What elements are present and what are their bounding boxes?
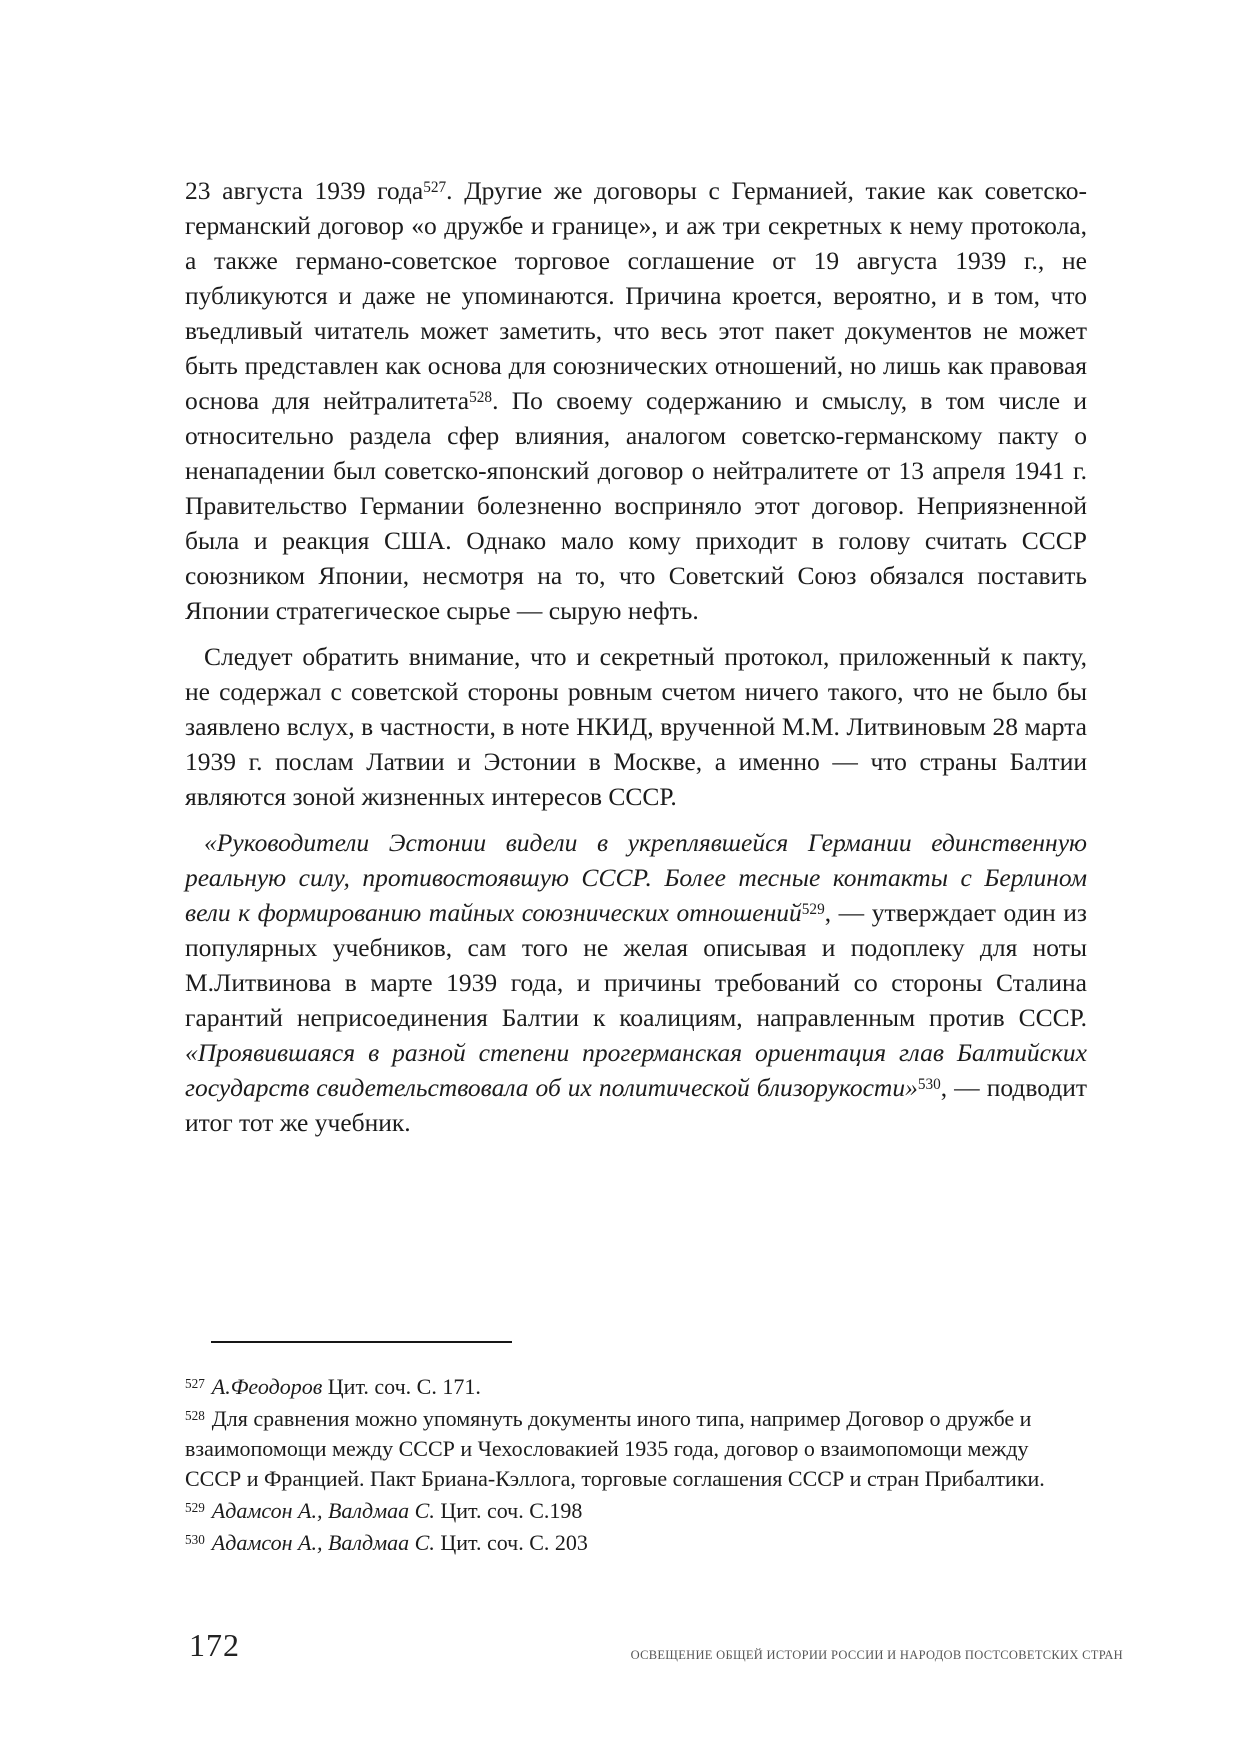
- footnotes-block: [185, 1372, 1087, 1560]
- footnote-marker-528: 528: [185, 1407, 205, 1423]
- footnote-text-528: Для сравнения можно упомянуть документы иного типа, например Договор о дружбе и взаимопомощи между СССР и Чехословакией 1935 года, договор о взаимопомощи между СССР и Францией. Пакт Бриана-Кэллога, торговые соглашения СССР и стран Прибалтики.: [185, 1406, 1045, 1491]
- paragraph-quote-textbook: «Руководители Эстонии видели в укреплявшейся Германии единственную реальную силу, противостоявшую СССР. Более тесные контакты с Берлином вели к формированию тайных союзнических отношений$^{529}$, — утверждает один из популярных учебников, сам того не желая описывая и подоплеку для ноты М.Литвинова в марте 1939 года, и причины требований со стороны Сталина гарантий неприсоединения Балтии к коалициям, направленным против СССР. «Проявившаяся в разной степени прогерманская ориентация глав Балтийских государств свидетельствовала об их политической близорукости»$^{530}$, — подводит итог тот же учебник.: [185, 828, 1087, 1137]
- footnote-528: [185, 1404, 1087, 1494]
- page-body: [185, 173, 1087, 1140]
- footnote-text-530: Адамсон А., Валдмаа С. Цит. соч. С. 203: [211, 1530, 588, 1555]
- page-number: 172: [189, 1627, 240, 1663]
- footnote-text-527: А.Феодоров Цит. соч. С. 171.: [211, 1374, 481, 1399]
- footnote-text-529: Адамсон А., Валдмаа С. Цит. соч. С.198: [211, 1498, 583, 1523]
- footnote-529: [185, 1496, 1087, 1526]
- paragraph-secret-protocol: Следует обратить внимание, что и секретный протокол, приложенный к пакту, не содержал с советской стороны ровным счетом ничего такого, что не было бы заявлено вслух, в частности, в ноте НКИД, врученной М.М. Литвиновым 28 марта 1939 г. послам Латвии и Эстонии в Москве, а именно — что страны Балтии являются зоной жизненных интересов СССР.: [185, 642, 1087, 811]
- footnote-marker-530: 530: [185, 1531, 205, 1547]
- footnote-marker-527: 527: [185, 1375, 205, 1391]
- footnote-separator-rule: [211, 1341, 512, 1343]
- footnote-530: [185, 1528, 1087, 1558]
- paragraph-treaties: 23 августа 1939 года$^{527}$. Другие же договоры с Германией, такие как советско-германский договор «о дружбе и границе», и аж три секретных к нему протокола, а также германо-советское торговое соглашение от 19 августа 1939 г., не публикуются и даже не упоминаются. Причина кроется, вероятно, и в том, что въедливый читатель может заметить, что весь этот пакет документов не может быть представлен как основа для союзнических отношений, но лишь как правовая основа для нейтралитета$^{528}$. По своему содержанию и смыслу, в том числе и относительно раздела сфер влияния, аналогом советско-германскому пакту о ненападении был советско-японский договор о нейтралитете от 13 апреля 1941 г. Правительство Германии болезненно восприняло этот договор. Неприязненной была и реакция США. Однако мало кому приходит в голову считать СССР союзником Японии, несмотря на то, что Советский Союз обязался поставить Японии стратегическое сырье — сырую нефть.: [185, 176, 1087, 625]
- footnote-marker-529: 529: [185, 1499, 205, 1515]
- running-footer-title: ОСВЕЩЕНИЕ ОБЩЕЙ ИСТОРИИ РОССИИ И НАРОДОВ ПОСТСОВЕТСКИХ СТРАН: [630, 1648, 1123, 1662]
- footnote-527: [185, 1372, 1087, 1402]
